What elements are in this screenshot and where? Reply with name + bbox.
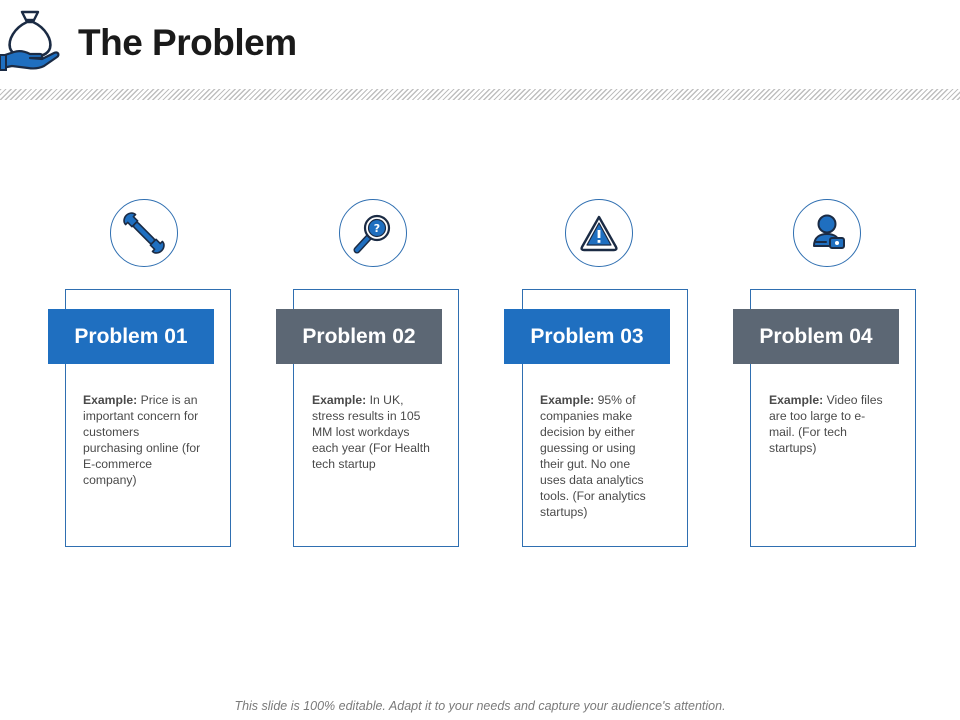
problem-label-02: Problem 02 <box>276 309 442 364</box>
problem-description-03 <box>540 392 658 520</box>
problem-label-01: Problem 01 <box>48 309 214 364</box>
problem-description-02 <box>312 392 430 472</box>
example-label: Example: <box>540 393 595 407</box>
svg-text:?: ? <box>373 222 381 235</box>
money-bag-hand-icon <box>0 8 62 72</box>
problem-label-04: Problem 04 <box>733 309 899 364</box>
example-text: Price is an important concern for customers purchasing online (for E-commerce company) <box>83 393 201 487</box>
example-text: Video files are too large to e-mail. (For tech startups) <box>769 393 883 455</box>
problem-label-03: Problem 03 <box>504 309 670 364</box>
example-label: Example: <box>83 393 138 407</box>
example-text: 95% of companies make decision by either guessing or using their gut. No one uses data analytics tools. (For analytics startups) <box>540 393 646 519</box>
example-text: In UK, stress results in 105 MM lost workdays each year (For Health tech startup <box>312 393 430 471</box>
magnifier-question-icon <box>339 199 407 267</box>
page-title: The Problem <box>78 22 297 63</box>
footer-note: This slide is 100% editable. Adapt it to your needs and capture your audience's attention. <box>234 699 726 713</box>
header-divider <box>0 89 960 100</box>
problem-description-04 <box>769 392 887 456</box>
example-label: Example: <box>312 393 367 407</box>
wrench-icon <box>110 199 178 267</box>
warning-icon <box>565 199 633 267</box>
user-video-icon <box>793 199 861 267</box>
example-label: Example: <box>769 393 824 407</box>
problem-description-01 <box>83 392 201 488</box>
